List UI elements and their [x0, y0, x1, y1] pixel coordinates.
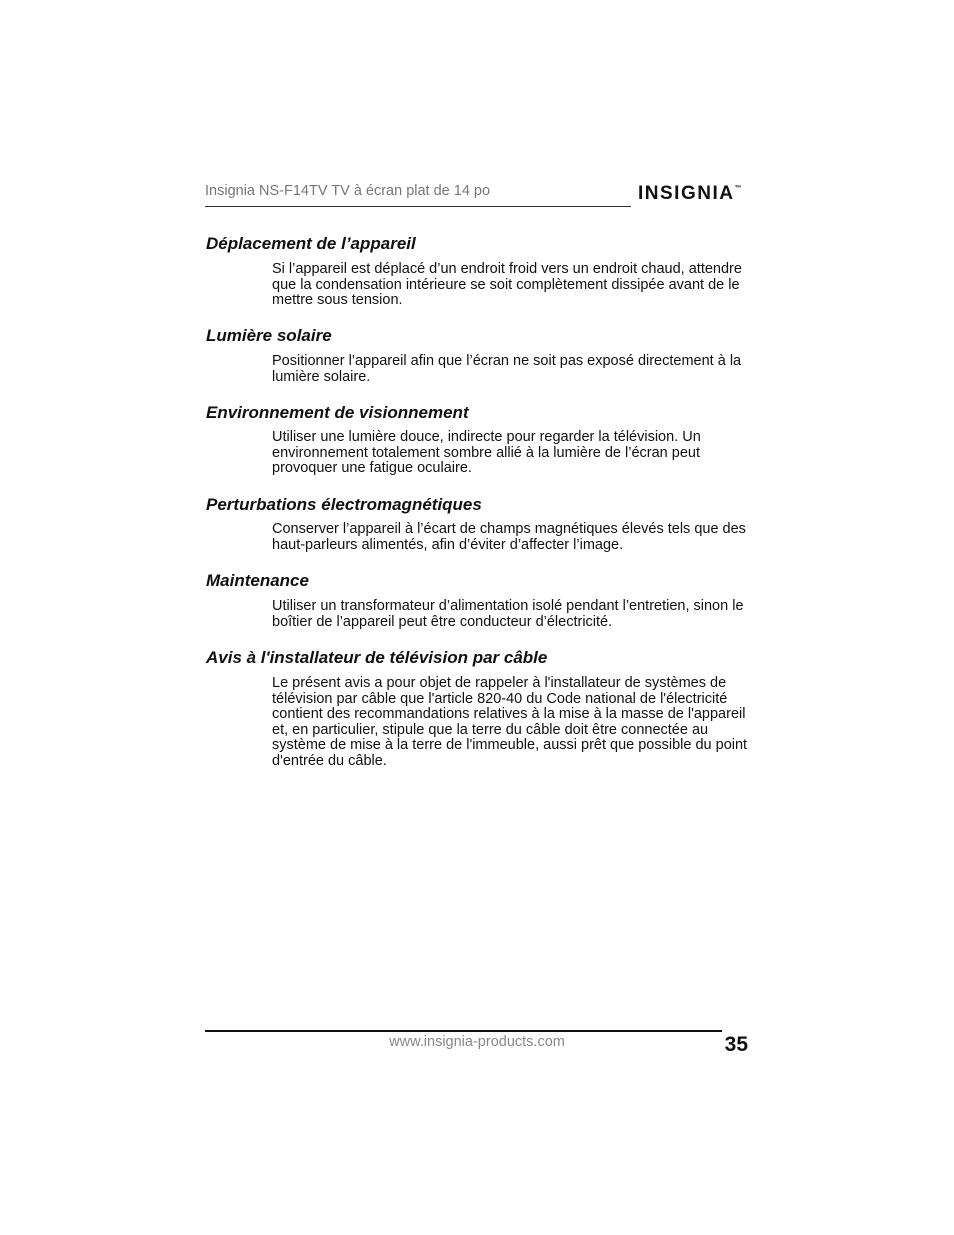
section-title-perturbations: Perturbations électromagnétiques	[206, 495, 482, 514]
section-body-maintenance: Utiliser un transformateur d’alimentation isolé pendant l’entretien, sinon le boîtier de l’appareil peut être conducteur d’électricité.	[272, 598, 744, 630]
header-rule	[205, 206, 631, 207]
trademark-mark: ™	[734, 185, 742, 192]
section-title-lumiere: Lumière solaire	[206, 326, 332, 345]
section-title-deplacement: Déplacement de l’appareil	[206, 234, 416, 253]
section-title-maintenance: Maintenance	[206, 571, 309, 590]
section-title-avis-cable: Avis à l'installateur de télévision par câble	[206, 648, 548, 667]
section-body-avis-cable: Le présent avis a pour objet de rappeler à l'installateur de systèmes de télévision par câble que l'article 820-40 du Code national de l'électricité contient des recommandations relatives à la mise à la masse de l'appareil et, en particulier, stipule que la terre du câble doit être connectée au système de mise à la terre de l'immeuble, aussi prêt que possible du point d'entrée du câble.	[272, 675, 748, 769]
section-body-environnement: Utiliser une lumière douce, indirecte pour regarder la télévision. Un environnement totalement sombre allié à la lumière de l’écran peut provoquer une fatigue oculaire.	[272, 429, 701, 477]
logo-text: INSIGNIA	[638, 183, 735, 204]
header-title: Insignia NS-F14TV TV à écran plat de 14 po	[205, 183, 491, 199]
insignia-logo	[638, 183, 741, 205]
section-body-lumiere: Positionner l’appareil afin que l’écran ne soit pas exposé directement à la lumière solaire.	[272, 353, 742, 385]
footer-url: www.insignia-products.com	[389, 1034, 565, 1050]
section-title-environnement: Environnement de visionnement	[206, 403, 469, 422]
section-body-deplacement: Si l’appareil est déplacé d’un endroit froid vers un endroit chaud, attendre que la condensation intérieure se soit complètement dissipée avant de le mettre sous tension.	[272, 261, 742, 309]
section-body-perturbations: Conserver l’appareil à l’écart de champs magnétiques élevés tels que des haut-parleurs alimentés, afin d’éviter d’affecter l’image.	[272, 521, 746, 553]
page-number: 35	[724, 1033, 748, 1056]
footer-rule	[205, 1030, 722, 1032]
